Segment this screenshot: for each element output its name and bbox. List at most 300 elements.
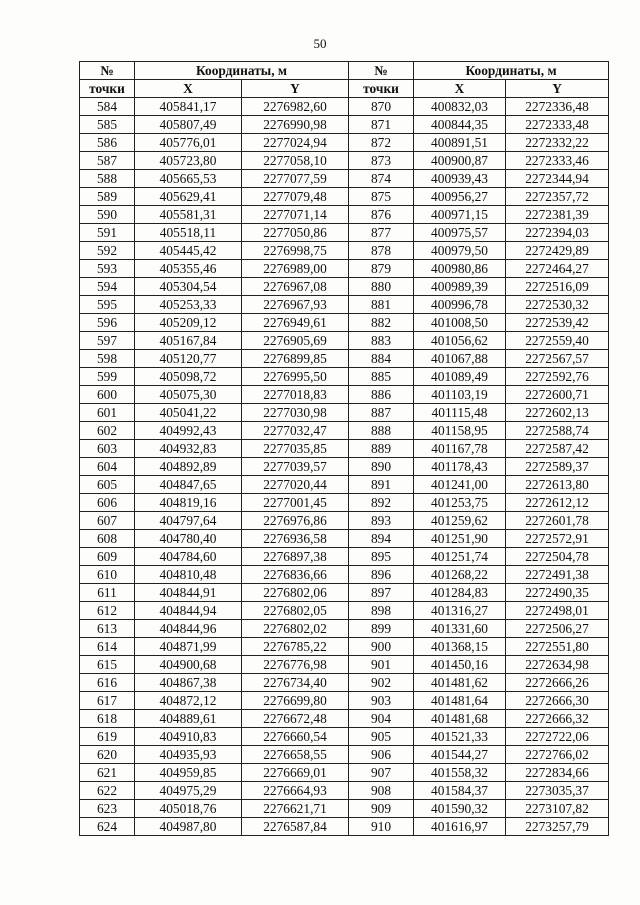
point-number-cell: 887: [349, 404, 414, 422]
y-coordinate-cell: 2276669,01: [242, 764, 349, 782]
x-coordinate-cell: 401481,68: [414, 710, 506, 728]
table-row: [80, 584, 609, 602]
y-coordinate-cell: 2277030,98: [242, 404, 349, 422]
x-coordinate-cell: 400979,50: [414, 242, 506, 260]
coordinates-header-left: Координаты, м: [135, 62, 349, 80]
x-coordinate-cell: 401590,32: [414, 800, 506, 818]
y-coordinate-cell: 2276587,84: [242, 818, 349, 836]
x-coordinate-cell: 405253,33: [135, 296, 242, 314]
y-coordinate-cell: 2272602,13: [506, 404, 609, 422]
y-coordinate-cell: 2272381,39: [506, 206, 609, 224]
y-coordinate-cell: 2276967,93: [242, 296, 349, 314]
table-row: [80, 566, 609, 584]
point-number-cell: 890: [349, 458, 414, 476]
x-coordinate-cell: 404935,93: [135, 746, 242, 764]
point-number-cell: 603: [80, 440, 135, 458]
x-coordinate-cell: 405075,30: [135, 386, 242, 404]
y-coordinate-cell: 2272530,32: [506, 296, 609, 314]
y-coordinate-cell: 2276897,38: [242, 548, 349, 566]
y-coordinate-cell: 2272567,57: [506, 350, 609, 368]
y-coordinate-cell: 2277071,14: [242, 206, 349, 224]
point-number-cell: 585: [80, 116, 135, 134]
page-number: 50: [313, 36, 327, 51]
x-coordinate-cell: 401089,49: [414, 368, 506, 386]
point-number-cell: 620: [80, 746, 135, 764]
x-coordinate-cell: 401616,97: [414, 818, 506, 836]
table-row: [80, 224, 609, 242]
point-number-cell: 611: [80, 584, 135, 602]
y-coordinate-cell: 2276621,71: [242, 800, 349, 818]
point-number-cell: 896: [349, 566, 414, 584]
x-coordinate-cell: 401253,75: [414, 494, 506, 512]
x-coordinate-cell: 404847,65: [135, 476, 242, 494]
x-coordinate-cell: 401251,74: [414, 548, 506, 566]
y-coordinate-cell: 2276776,98: [242, 656, 349, 674]
point-number-cell: 901: [349, 656, 414, 674]
y-coordinate-cell: 2273257,79: [506, 818, 609, 836]
x-coordinate-cell: 401284,83: [414, 584, 506, 602]
point-number-cell: 874: [349, 170, 414, 188]
y-coordinate-cell: 2272666,30: [506, 692, 609, 710]
point-number-cell: 903: [349, 692, 414, 710]
point-number-cell: 606: [80, 494, 135, 512]
point-number-cell: 598: [80, 350, 135, 368]
table-row: [80, 98, 609, 116]
table-row: [80, 296, 609, 314]
point-number-cell: 588: [80, 170, 135, 188]
y-coordinate-cell: 2276658,55: [242, 746, 349, 764]
y-coordinate-cell: 2276802,06: [242, 584, 349, 602]
x-coordinate-cell: 405445,42: [135, 242, 242, 260]
x-coordinate-cell: 404892,89: [135, 458, 242, 476]
point-number-cell: 619: [80, 728, 135, 746]
y-coordinate-cell: 2272539,42: [506, 314, 609, 332]
x-coordinate-cell: 401251,90: [414, 530, 506, 548]
x-coordinate-cell: 401558,32: [414, 764, 506, 782]
y-coordinate-cell: 2272344,94: [506, 170, 609, 188]
x-coordinate-cell: 405776,01: [135, 134, 242, 152]
point-number-cell: 889: [349, 440, 414, 458]
y-coordinate-cell: 2272588,74: [506, 422, 609, 440]
x-coordinate-cell: 400975,57: [414, 224, 506, 242]
point-number-cell: 614: [80, 638, 135, 656]
table-row: [80, 710, 609, 728]
y-coordinate-cell: 2277024,94: [242, 134, 349, 152]
y-coordinate-cell: 2272589,37: [506, 458, 609, 476]
y-coordinate-cell: 2276699,80: [242, 692, 349, 710]
point-number-cell: 584: [80, 98, 135, 116]
x-coordinate-cell: 401158,95: [414, 422, 506, 440]
table-header-row-1: [80, 62, 609, 80]
x-coordinate-cell: 404844,96: [135, 620, 242, 638]
y-coordinate-cell: 2276905,69: [242, 332, 349, 350]
x-coordinate-cell: 401115,48: [414, 404, 506, 422]
y-coordinate-cell: 2272333,46: [506, 152, 609, 170]
y-coordinate-cell: 2277032,47: [242, 422, 349, 440]
x-coordinate-cell: 401259,62: [414, 512, 506, 530]
point-number-symbol-left: №: [80, 62, 135, 80]
point-number-cell: 883: [349, 332, 414, 350]
x-coordinate-cell: 400900,87: [414, 152, 506, 170]
x-header-right: X: [414, 80, 506, 98]
y-coordinate-cell: 2276982,60: [242, 98, 349, 116]
point-number-cell: 607: [80, 512, 135, 530]
x-coordinate-cell: 404889,61: [135, 710, 242, 728]
x-coordinate-cell: 404910,83: [135, 728, 242, 746]
y-coordinate-cell: 2272357,72: [506, 188, 609, 206]
y-coordinate-cell: 2272559,40: [506, 332, 609, 350]
table-row: [80, 548, 609, 566]
x-coordinate-cell: 400971,15: [414, 206, 506, 224]
point-number-cell: 879: [349, 260, 414, 278]
point-number-cell: 617: [80, 692, 135, 710]
point-number-cell: 621: [80, 764, 135, 782]
table-row: [80, 170, 609, 188]
point-number-cell: 604: [80, 458, 135, 476]
y-coordinate-cell: 2272490,35: [506, 584, 609, 602]
x-coordinate-cell: 404867,38: [135, 674, 242, 692]
point-number-cell: 900: [349, 638, 414, 656]
x-coordinate-cell: 405581,31: [135, 206, 242, 224]
x-coordinate-cell: 404871,99: [135, 638, 242, 656]
y-coordinate-cell: 2272572,91: [506, 530, 609, 548]
y-coordinate-cell: 2276672,48: [242, 710, 349, 728]
x-coordinate-cell: 405723,80: [135, 152, 242, 170]
x-coordinate-cell: 404784,60: [135, 548, 242, 566]
point-number-cell: 876: [349, 206, 414, 224]
x-coordinate-cell: 405518,11: [135, 224, 242, 242]
table-row: [80, 656, 609, 674]
y-coordinate-cell: 2277020,44: [242, 476, 349, 494]
table-row: [80, 350, 609, 368]
point-number-cell: 873: [349, 152, 414, 170]
point-number-cell: 618: [80, 710, 135, 728]
y-coordinate-cell: 2277058,10: [242, 152, 349, 170]
point-number-cell: 908: [349, 782, 414, 800]
point-number-cell: 881: [349, 296, 414, 314]
table-row: [80, 764, 609, 782]
point-number-cell: 596: [80, 314, 135, 332]
y-coordinate-cell: 2276785,22: [242, 638, 349, 656]
table-row: [80, 332, 609, 350]
table-row: [80, 188, 609, 206]
y-coordinate-cell: 2272464,27: [506, 260, 609, 278]
x-coordinate-cell: 400996,78: [414, 296, 506, 314]
y-coordinate-cell: 2272612,12: [506, 494, 609, 512]
y-coordinate-cell: 2272592,76: [506, 368, 609, 386]
table-row: [80, 386, 609, 404]
point-label-right: точки: [349, 80, 414, 98]
point-number-cell: 622: [80, 782, 135, 800]
point-number-cell: 870: [349, 98, 414, 116]
x-coordinate-cell: 405665,53: [135, 170, 242, 188]
table-row: [80, 422, 609, 440]
point-number-cell: 594: [80, 278, 135, 296]
table-row: [80, 746, 609, 764]
x-coordinate-cell: 405120,77: [135, 350, 242, 368]
point-number-cell: 895: [349, 548, 414, 566]
table-row: [80, 440, 609, 458]
y-coordinate-cell: 2272498,01: [506, 602, 609, 620]
x-coordinate-cell: 404780,40: [135, 530, 242, 548]
table-row: [80, 638, 609, 656]
table-row: [80, 728, 609, 746]
x-coordinate-cell: 405629,41: [135, 188, 242, 206]
x-coordinate-cell: 404844,91: [135, 584, 242, 602]
point-number-cell: 885: [349, 368, 414, 386]
coordinates-header-right: Координаты, м: [414, 62, 609, 80]
coordinates-table: [79, 61, 609, 836]
point-number-cell: 613: [80, 620, 135, 638]
y-coordinate-cell: 2277077,59: [242, 170, 349, 188]
y-coordinate-cell: 2272722,06: [506, 728, 609, 746]
point-number-cell: 608: [80, 530, 135, 548]
x-coordinate-cell: 404987,80: [135, 818, 242, 836]
point-number-cell: 586: [80, 134, 135, 152]
point-number-cell: 623: [80, 800, 135, 818]
y-coordinate-cell: 2277039,57: [242, 458, 349, 476]
x-coordinate-cell: 401584,37: [414, 782, 506, 800]
x-coordinate-cell: 405098,72: [135, 368, 242, 386]
x-coordinate-cell: 404992,43: [135, 422, 242, 440]
table-row: [80, 116, 609, 134]
x-coordinate-cell: 404900,68: [135, 656, 242, 674]
y-coordinate-cell: 2272336,48: [506, 98, 609, 116]
y-coordinate-cell: 2272332,22: [506, 134, 609, 152]
x-coordinate-cell: 401316,27: [414, 602, 506, 620]
y-coordinate-cell: 2276664,93: [242, 782, 349, 800]
table-header-row-2: [80, 80, 609, 98]
point-number-cell: 886: [349, 386, 414, 404]
point-number-cell: 905: [349, 728, 414, 746]
x-coordinate-cell: 400980,86: [414, 260, 506, 278]
x-coordinate-cell: 404872,12: [135, 692, 242, 710]
y-coordinate-cell: 2276734,40: [242, 674, 349, 692]
y-coordinate-cell: 2272551,80: [506, 638, 609, 656]
x-coordinate-cell: 401331,60: [414, 620, 506, 638]
point-number-cell: 599: [80, 368, 135, 386]
table-body: [80, 98, 609, 836]
x-coordinate-cell: 401268,22: [414, 566, 506, 584]
table-row: [80, 494, 609, 512]
point-number-cell: 907: [349, 764, 414, 782]
point-number-cell: 589: [80, 188, 135, 206]
y-coordinate-cell: 2276990,98: [242, 116, 349, 134]
table-row: [80, 368, 609, 386]
y-coordinate-cell: 2272613,80: [506, 476, 609, 494]
point-number-cell: 597: [80, 332, 135, 350]
x-coordinate-cell: 405041,22: [135, 404, 242, 422]
x-coordinate-cell: 401241,00: [414, 476, 506, 494]
x-coordinate-cell: 405807,49: [135, 116, 242, 134]
y-coordinate-cell: 2276660,54: [242, 728, 349, 746]
point-number-cell: 877: [349, 224, 414, 242]
y-coordinate-cell: 2272394,03: [506, 224, 609, 242]
y-coordinate-cell: 2272506,27: [506, 620, 609, 638]
y-coordinate-cell: 2276989,00: [242, 260, 349, 278]
y-coordinate-cell: 2272766,02: [506, 746, 609, 764]
y-coordinate-cell: 2272504,78: [506, 548, 609, 566]
table-row: [80, 278, 609, 296]
y-coordinate-cell: 2276967,08: [242, 278, 349, 296]
y-coordinate-cell: 2277001,45: [242, 494, 349, 512]
y-coordinate-cell: 2272429,89: [506, 242, 609, 260]
point-number-cell: 897: [349, 584, 414, 602]
table-row: [80, 458, 609, 476]
point-number-cell: 909: [349, 800, 414, 818]
y-coordinate-cell: 2277035,85: [242, 440, 349, 458]
point-number-cell: 880: [349, 278, 414, 296]
x-coordinate-cell: 404975,29: [135, 782, 242, 800]
table-row: [80, 602, 609, 620]
table-row: [80, 404, 609, 422]
point-number-cell: 590: [80, 206, 135, 224]
point-number-cell: 610: [80, 566, 135, 584]
x-coordinate-cell: 405018,76: [135, 800, 242, 818]
y-coordinate-cell: 2276998,75: [242, 242, 349, 260]
y-coordinate-cell: 2276802,05: [242, 602, 349, 620]
y-coordinate-cell: 2272666,32: [506, 710, 609, 728]
point-number-cell: 882: [349, 314, 414, 332]
x-coordinate-cell: 401368,15: [414, 638, 506, 656]
table-row: [80, 818, 609, 836]
point-number-cell: 888: [349, 422, 414, 440]
y-coordinate-cell: 2272587,42: [506, 440, 609, 458]
point-number-symbol-right: №: [349, 62, 414, 80]
y-coordinate-cell: 2276976,86: [242, 512, 349, 530]
x-coordinate-cell: 404959,85: [135, 764, 242, 782]
x-coordinate-cell: 401056,62: [414, 332, 506, 350]
y-coordinate-cell: 2276949,61: [242, 314, 349, 332]
y-coordinate-cell: 2272516,09: [506, 278, 609, 296]
y-coordinate-cell: 2276802,02: [242, 620, 349, 638]
point-number-cell: 892: [349, 494, 414, 512]
point-number-cell: 891: [349, 476, 414, 494]
y-coordinate-cell: 2272834,66: [506, 764, 609, 782]
point-number-cell: 904: [349, 710, 414, 728]
y-coordinate-cell: 2277018,83: [242, 386, 349, 404]
x-coordinate-cell: 401450,16: [414, 656, 506, 674]
point-number-cell: 899: [349, 620, 414, 638]
x-coordinate-cell: 401481,64: [414, 692, 506, 710]
table-row: [80, 692, 609, 710]
y-coordinate-cell: 2272666,26: [506, 674, 609, 692]
y-coordinate-cell: 2272601,78: [506, 512, 609, 530]
table-row: [80, 476, 609, 494]
point-number-cell: 591: [80, 224, 135, 242]
point-number-cell: 605: [80, 476, 135, 494]
point-number-cell: 872: [349, 134, 414, 152]
table-row: [80, 512, 609, 530]
y-coordinate-cell: 2276995,50: [242, 368, 349, 386]
table-row: [80, 314, 609, 332]
y-coordinate-cell: 2277079,48: [242, 188, 349, 206]
x-coordinate-cell: 401178,43: [414, 458, 506, 476]
point-number-cell: 595: [80, 296, 135, 314]
y-coordinate-cell: 2272600,71: [506, 386, 609, 404]
y-coordinate-cell: 2273035,37: [506, 782, 609, 800]
point-number-cell: 616: [80, 674, 135, 692]
y-coordinate-cell: 2272634,98: [506, 656, 609, 674]
table-row: [80, 782, 609, 800]
x-coordinate-cell: 400832,03: [414, 98, 506, 116]
table-row: [80, 152, 609, 170]
point-number-cell: 906: [349, 746, 414, 764]
point-number-cell: 902: [349, 674, 414, 692]
point-number-cell: 593: [80, 260, 135, 278]
y-header-left: Y: [242, 80, 349, 98]
x-header-left: X: [135, 80, 242, 98]
point-label-left: точки: [80, 80, 135, 98]
x-coordinate-cell: 404797,64: [135, 512, 242, 530]
y-coordinate-cell: 2276899,85: [242, 350, 349, 368]
y-coordinate-cell: 2272491,38: [506, 566, 609, 584]
point-number-cell: 615: [80, 656, 135, 674]
x-coordinate-cell: 401008,50: [414, 314, 506, 332]
x-coordinate-cell: 401103,19: [414, 386, 506, 404]
x-coordinate-cell: 404810,48: [135, 566, 242, 584]
y-coordinate-cell: 2272333,48: [506, 116, 609, 134]
point-number-cell: 592: [80, 242, 135, 260]
x-coordinate-cell: 400939,43: [414, 170, 506, 188]
y-coordinate-cell: 2276836,66: [242, 566, 349, 584]
table-row: [80, 620, 609, 638]
table-row: [80, 530, 609, 548]
y-header-right: Y: [506, 80, 609, 98]
x-coordinate-cell: 401067,88: [414, 350, 506, 368]
table-row: [80, 134, 609, 152]
x-coordinate-cell: 400844,35: [414, 116, 506, 134]
x-coordinate-cell: 401521,33: [414, 728, 506, 746]
table-row: [80, 206, 609, 224]
y-coordinate-cell: 2277050,86: [242, 224, 349, 242]
point-number-cell: 601: [80, 404, 135, 422]
table-row: [80, 800, 609, 818]
x-coordinate-cell: 405304,54: [135, 278, 242, 296]
y-coordinate-cell: 2273107,82: [506, 800, 609, 818]
x-coordinate-cell: 405355,46: [135, 260, 242, 278]
point-number-cell: 600: [80, 386, 135, 404]
x-coordinate-cell: 404844,94: [135, 602, 242, 620]
x-coordinate-cell: 401481,62: [414, 674, 506, 692]
point-number-cell: 624: [80, 818, 135, 836]
point-number-cell: 878: [349, 242, 414, 260]
point-number-cell: 875: [349, 188, 414, 206]
point-number-cell: 910: [349, 818, 414, 836]
point-number-cell: 871: [349, 116, 414, 134]
point-number-cell: 893: [349, 512, 414, 530]
x-coordinate-cell: 400989,39: [414, 278, 506, 296]
y-coordinate-cell: 2276936,58: [242, 530, 349, 548]
point-number-cell: 609: [80, 548, 135, 566]
table-row: [80, 674, 609, 692]
table-row: [80, 260, 609, 278]
point-number-cell: 587: [80, 152, 135, 170]
x-coordinate-cell: 401544,27: [414, 746, 506, 764]
x-coordinate-cell: 400891,51: [414, 134, 506, 152]
x-coordinate-cell: 404819,16: [135, 494, 242, 512]
point-number-cell: 884: [349, 350, 414, 368]
point-number-cell: 612: [80, 602, 135, 620]
x-coordinate-cell: 405841,17: [135, 98, 242, 116]
x-coordinate-cell: 405167,84: [135, 332, 242, 350]
x-coordinate-cell: 405209,12: [135, 314, 242, 332]
x-coordinate-cell: 400956,27: [414, 188, 506, 206]
point-number-cell: 898: [349, 602, 414, 620]
point-number-cell: 602: [80, 422, 135, 440]
x-coordinate-cell: 404932,83: [135, 440, 242, 458]
point-number-cell: 894: [349, 530, 414, 548]
